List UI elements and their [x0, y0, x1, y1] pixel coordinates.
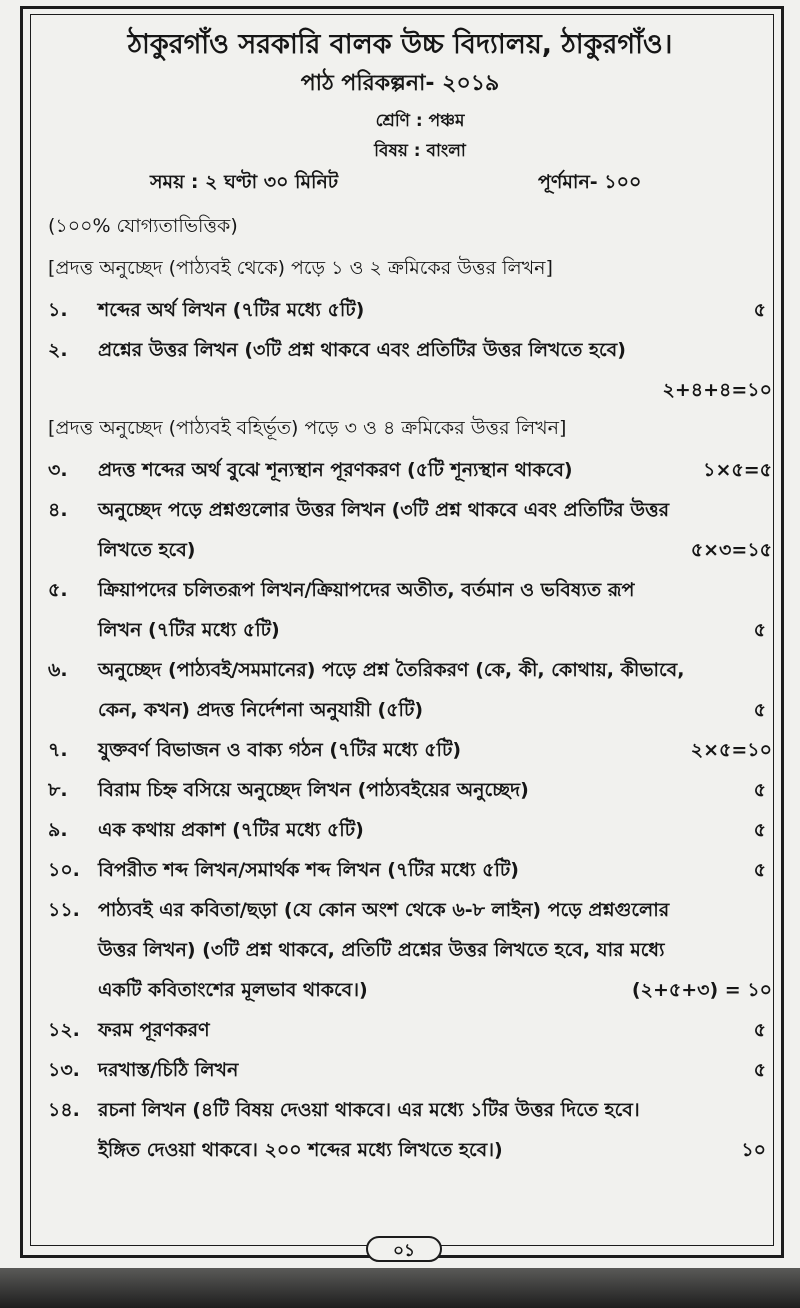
item-text: যুক্তবর্ণ বিভাজন ও বাক্য গঠন (৭টির মধ্যে ৫টি) [98, 739, 462, 761]
item-mark: ৫ [753, 859, 766, 881]
item-text: এক কথায় প্রকাশ (৭টির মধ্যে ৫টি) [98, 819, 364, 841]
item-mark: ৫×৩=১৫ [690, 539, 772, 561]
item-number: ৬. [48, 659, 68, 681]
competency-note: (১০০% যোগ্যতাভিত্তিক) [48, 215, 238, 237]
item-mark: ৫ [753, 1019, 766, 1041]
item-text: পাঠ্যবই এর কবিতা/ছড়া (যে কোন অংশ থেকে ৬-৮ লাইন) পড়ে প্রশ্নগুলোর [98, 899, 670, 921]
item-text: ক্রিয়াপদের চলিতরূপ লিখন/ক্রিয়াপদের অতীত, বর্তমান ও ভবিষ্যত রূপ [98, 579, 635, 601]
item-mark: ২+৪+৪=১০ [662, 379, 772, 401]
item-mark: ৫ [753, 619, 766, 641]
item-number: ৮. [48, 779, 68, 801]
item-text: রচনা লিখন (৪টি বিষয় দেওয়া থাকবে। এর মধ্যে ১টির উত্তর দিতে হবে। [98, 1099, 640, 1121]
item-number: ১২. [48, 1019, 80, 1041]
plan-title: পাঠ পরিকল্পনা- ২০১৯ [300, 71, 500, 96]
item-mark: ১×৫=৫ [703, 459, 772, 481]
item-text: অনুচ্ছেদ (পাঠ্যবই/সমমানের) পড়ে প্রশ্ন তৈরিকরণ (কে, কী, কোথায়, কীভাবে, [98, 659, 685, 681]
item-mark: (২+৫+৩) = ১০ [631, 979, 772, 1001]
item-text: প্রদত্ত শব্দের অর্থ বুঝে শূন্যস্থান পূরণকরণ (৫টি শূন্যস্থান থাকবে) [98, 459, 573, 481]
item-number: ৩. [48, 459, 68, 481]
item-number: ১. [48, 299, 68, 321]
item-number: ১০. [48, 859, 80, 881]
class-label: শ্রেণি : পঞ্চম [375, 111, 465, 131]
item-number: ১৪. [48, 1099, 80, 1121]
item-text-line-3: একটি কবিতাংশের মূলভাব থাকবে।) [98, 979, 368, 1001]
item-text: শব্দের অর্থ লিখন (৭টির মধ্যে ৫টি) [98, 299, 365, 321]
item-text: প্রশ্নের উত্তর লিখন (৩টি প্রশ্ন থাকবে এবং প্রতিটির উত্তর লিখতে হবে) [98, 339, 626, 361]
item-number: ৯. [48, 819, 68, 841]
item-mark: ৫ [753, 699, 766, 721]
item-text-line-2: ইঙ্গিত দেওয়া থাকবে। ২০০ শব্দের মধ্যে লিখতে হবে।) [98, 1139, 503, 1161]
page-number: ০১ [366, 1236, 442, 1262]
item-text-line-2: লিখতে হবে) [98, 539, 196, 561]
page-edge-shadow [0, 1268, 800, 1308]
subject-label: বিষয় : বাংলা [374, 141, 466, 161]
item-text: বিপরীত শব্দ লিখন/সমার্থক শব্দ লিখন (৭টির মধ্যে ৫টি) [98, 859, 519, 881]
item-number: ১৩. [48, 1059, 80, 1081]
item-text: অনুচ্ছেদ পড়ে প্রশ্নগুলোর উত্তর লিখন (৩টি প্রশ্ন থাকবে এবং প্রতিটির উত্তর [98, 499, 670, 521]
item-number: ১১. [48, 899, 80, 921]
item-mark: ২×৫=১০ [690, 739, 772, 761]
item-text-line-2: উত্তর লিখন) (৩টি প্রশ্ন থাকবে, প্রতিটি প্রশ্নের উত্তর লিখতে হবে, যার মধ্যে [98, 939, 665, 961]
time-label: সময় : ২ ঘণ্টা ৩০ মিনিট [150, 171, 339, 193]
item-mark: ১০ [741, 1139, 766, 1161]
item-number: ২. [48, 339, 68, 361]
item-mark: ৫ [753, 819, 766, 841]
item-mark: ৫ [753, 1059, 766, 1081]
item-text: ফরম পূরণকরণ [98, 1019, 210, 1041]
item-number: ৪. [48, 499, 68, 521]
item-number: ৭. [48, 739, 68, 761]
full-marks-label: পূর্ণমান- ১০০ [538, 171, 642, 193]
item-mark: ৫ [753, 779, 766, 801]
item-text-line-2: কেন, কখন) প্রদত্ত নির্দেশনা অনুযায়ী (৫টি) [98, 699, 424, 721]
item-mark: ৫ [753, 299, 766, 321]
section-b-instruction: [প্রদত্ত অনুচ্ছেদ (পাঠ্যবই বহির্ভূত) পড়ে ৩ ও ৪ ক্রমিকের উত্তর লিখন] [48, 417, 567, 439]
section-a-instruction: [প্রদত্ত অনুচ্ছেদ (পাঠ্যবই থেকে) পড়ে ১ ও ২ ক্রমিকের উত্তর লিখন] [48, 257, 553, 279]
item-text: দরখাস্ত/চিঠি লিখন [98, 1059, 239, 1081]
item-text-line-2: লিখন (৭টির মধ্যে ৫টি) [98, 619, 280, 641]
school-name: ঠাকুরগাঁও সরকারি বালক উচ্চ বিদ্যালয়, ঠাকুরগাঁও। [127, 29, 673, 60]
item-text: বিরাম চিহ্ন বসিয়ে অনুচ্ছেদ লিখন (পাঠ্যবইয়ের অনুচ্ছেদ) [98, 779, 529, 801]
item-number: ৫. [48, 579, 68, 601]
